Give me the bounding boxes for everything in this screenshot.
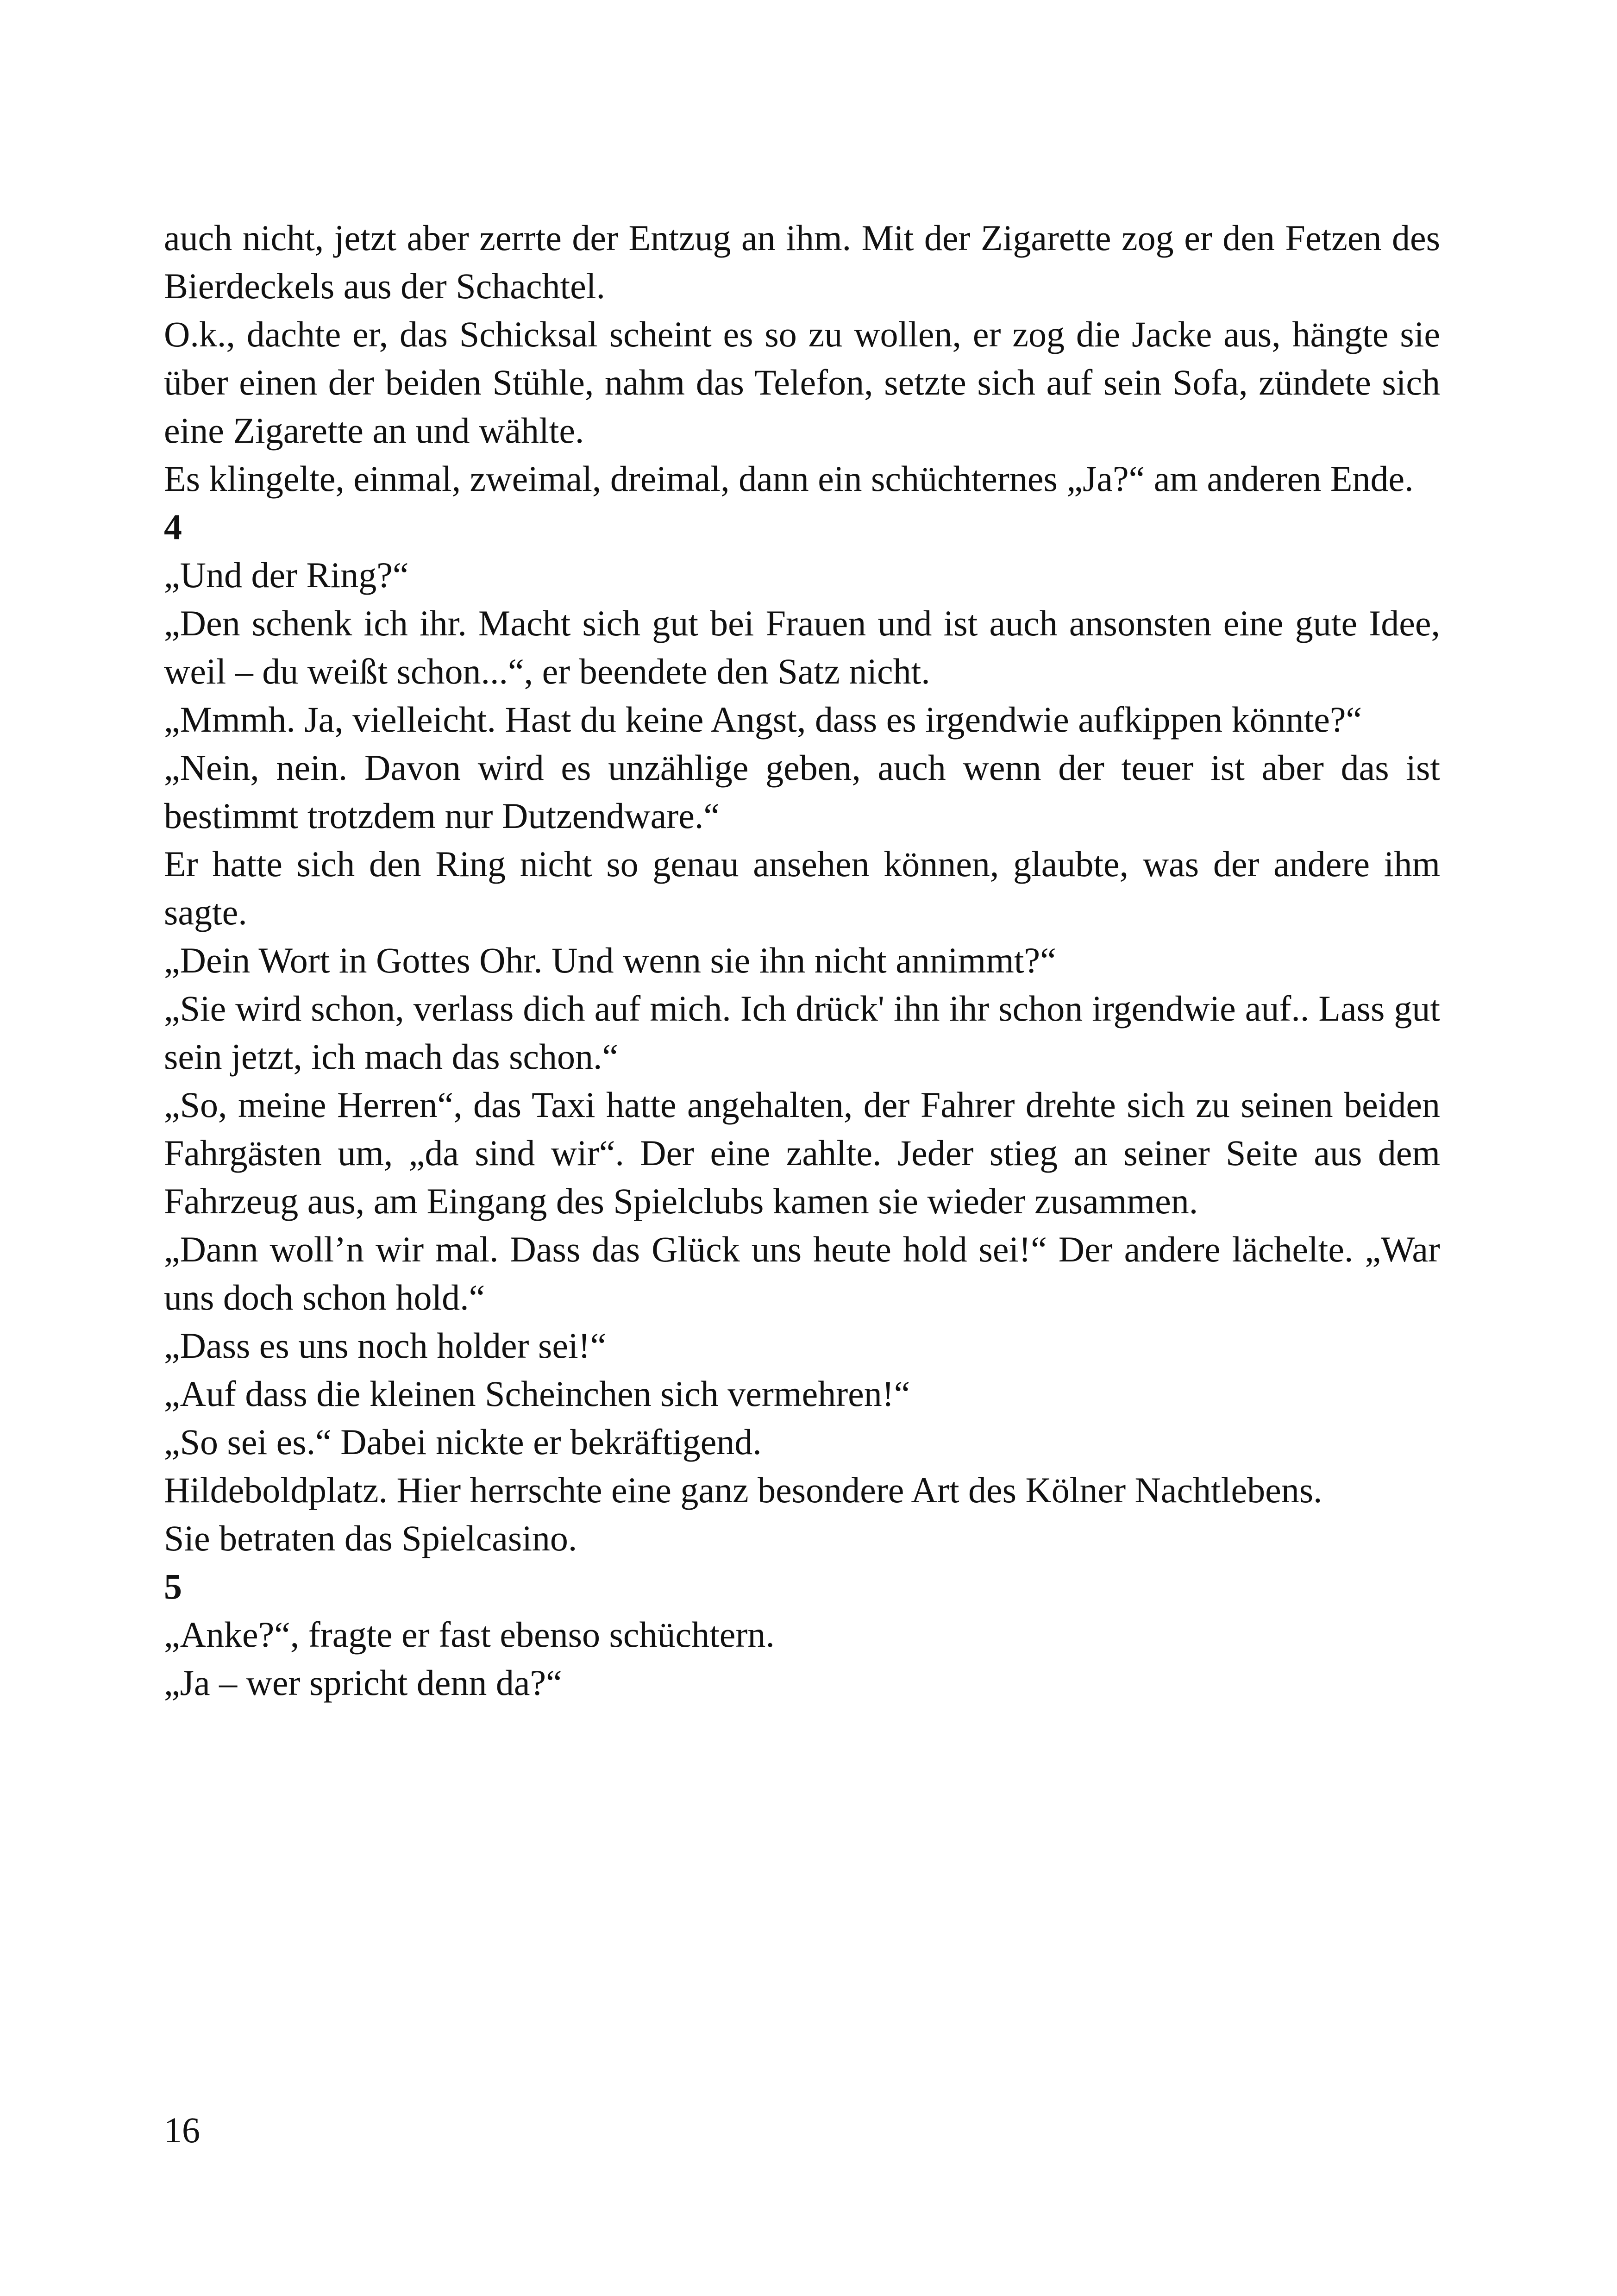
paragraph: „So, meine Herren“, das Taxi hatte angehalten, der Fahrer drehte sich zu seinen beiden Fahrgästen um, „da sind wir“. Der eine zahlte. Jeder stieg an seiner Seite aus dem Fahrzeug aus, am Eingang des Spielclubs kamen sie wieder zusammen. bbox=[164, 1085, 1440, 1221]
paragraph: „Ja – wer spricht denn da?“ bbox=[164, 1662, 562, 1703]
paragraph: Es klingelte, einmal, zweimal, dreimal, dann ein schüchternes „Ja?“ am anderen Ende. bbox=[164, 458, 1414, 499]
paragraph: Hildeboldplatz. Hier herrschte eine ganz besondere Art des Kölner Nachtlebens. bbox=[164, 1470, 1322, 1510]
paragraph: „Und der Ring?“ bbox=[164, 555, 409, 595]
paragraph: „Nein, nein. Davon wird es unzählige geben, auch wenn der teuer ist aber das ist bestimmt trotzdem nur Dutzendware.“ bbox=[164, 747, 1440, 836]
paragraph: Sie betraten das Spielcasino. bbox=[164, 1518, 577, 1558]
body-text bbox=[164, 214, 1440, 1707]
page-number: 16 bbox=[164, 2110, 200, 2150]
paragraph: „So sei es.“ Dabei nickte er bekräftigend. bbox=[164, 1422, 762, 1462]
section-number: 4 bbox=[164, 507, 182, 547]
paragraph: Er hatte sich den Ring nicht so genau ansehen können, glaubte, was der andere ihm sagte. bbox=[164, 844, 1440, 932]
paragraph: „Anke?“, fragte er fast ebenso schüchtern. bbox=[164, 1614, 775, 1655]
paragraph: „Dann woll’n wir mal. Dass das Glück uns heute hold sei!“ Der andere lächelte. „War uns doch schon hold.“ bbox=[164, 1229, 1440, 1317]
paragraph: „Mmmh. Ja, vielleicht. Hast du keine Angst, dass es irgendwie aufkippen könnte?“ bbox=[164, 699, 1362, 740]
paragraph: O.k., dachte er, das Schicksal scheint es so zu wollen, er zog die Jacke aus, hängte sie über einen der beiden Stühle, nahm das Telefon, setzte sich auf sein Sofa, zündete sich eine Zigarette an und wählte. bbox=[164, 314, 1440, 451]
paragraph: auch nicht, jetzt aber zerrte der Entzug an ihm. Mit der Zigarette zog er den Fetzen des Bierdeckels aus der Schachtel. bbox=[164, 218, 1440, 306]
paragraph: „Auf dass die kleinen Scheinchen sich vermehren!“ bbox=[164, 1374, 910, 1414]
paragraph: „Sie wird schon, verlass dich auf mich. Ich drück' ihn ihr schon irgendwie auf.. Lass gut sein jetzt, ich mach das schon.“ bbox=[164, 988, 1440, 1077]
paragraph: „Dein Wort in Gottes Ohr. Und wenn sie ihn nicht annimmt?“ bbox=[164, 940, 1056, 980]
paragraph: „Dass es uns noch holder sei!“ bbox=[164, 1325, 607, 1366]
paragraph: „Den schenk ich ihr. Macht sich gut bei Frauen und ist auch ansonsten eine gute Idee, weil – du weißt schon...“, er beendete den Satz nicht. bbox=[164, 603, 1440, 691]
section-number: 5 bbox=[164, 1566, 182, 1606]
